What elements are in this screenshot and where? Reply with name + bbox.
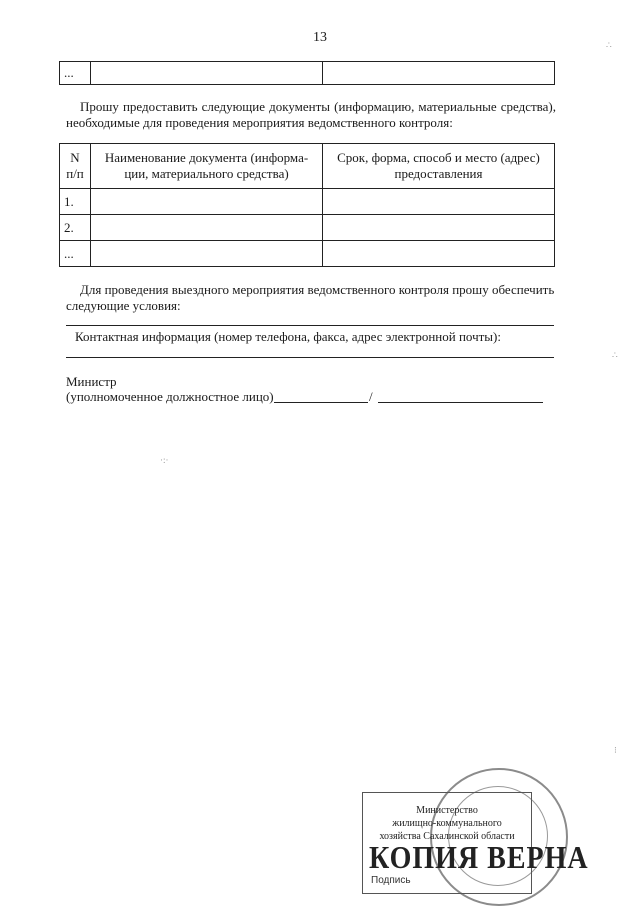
table-header-row bbox=[60, 144, 555, 189]
row-terms bbox=[323, 189, 555, 215]
row-number: 1. bbox=[60, 189, 91, 215]
table-cell-number: ... bbox=[60, 62, 91, 85]
scan-speck: ⁝ bbox=[614, 745, 617, 755]
table-cell bbox=[323, 62, 555, 85]
row-number: 2. bbox=[60, 215, 91, 241]
scan-speck: ·:· bbox=[160, 455, 169, 465]
conditions-paragraph: Для проведения выездного мероприятия ведомственного контроля прошу обеспечить следующие условия: bbox=[66, 282, 555, 313]
column-header-number: N п/п bbox=[60, 144, 91, 189]
row-terms bbox=[323, 215, 555, 241]
stamp-ministry-line: жилищно-коммунального bbox=[392, 818, 502, 829]
table-row bbox=[60, 189, 555, 215]
stamp-signature-label: Подпись bbox=[371, 875, 411, 886]
row-number: ... bbox=[60, 241, 91, 267]
row-terms bbox=[323, 241, 555, 267]
page-number: 13 bbox=[313, 30, 327, 45]
minister-label: Министр bbox=[66, 374, 117, 389]
official-label: (уполномоченное должностное лицо) bbox=[66, 389, 274, 404]
continued-table bbox=[59, 61, 555, 85]
scan-speck: ∴ bbox=[606, 40, 612, 50]
row-document-name bbox=[91, 241, 323, 267]
row-document-name bbox=[91, 189, 323, 215]
stamp-ministry-line: Министерство bbox=[416, 805, 478, 816]
certified-copy-stamp bbox=[362, 792, 589, 894]
documents-table bbox=[59, 143, 555, 267]
scan-speck: ∴ bbox=[612, 350, 618, 360]
table-row bbox=[60, 62, 555, 85]
signature-separator: / bbox=[369, 389, 373, 404]
table-row bbox=[60, 241, 555, 267]
stamp-copy-certified-text: КОПИЯ ВЕРНА bbox=[369, 840, 589, 877]
name-line bbox=[378, 402, 543, 403]
stamp-ministry-line: хозяйства Сахалинской области bbox=[379, 831, 515, 842]
column-header-terms: Срок, форма, способ и место (адрес) предоставления bbox=[323, 144, 555, 189]
request-paragraph: Прошу предоставить следующие документы (информацию, материальные средства), необходимые для проведения мероприятия ведомственного контроля: bbox=[66, 99, 556, 130]
row-document-name bbox=[91, 215, 323, 241]
column-header-document-name: Наименование документа (информа-ции, материального средства) bbox=[91, 144, 323, 189]
contact-info-label: Контактная информация (номер телефона, факса, адрес электронной почты): bbox=[75, 329, 501, 344]
conditions-fill-line bbox=[66, 325, 554, 326]
signature-line bbox=[274, 402, 368, 403]
contact-fill-line bbox=[66, 357, 554, 358]
table-cell bbox=[91, 62, 323, 85]
table-row bbox=[60, 215, 555, 241]
